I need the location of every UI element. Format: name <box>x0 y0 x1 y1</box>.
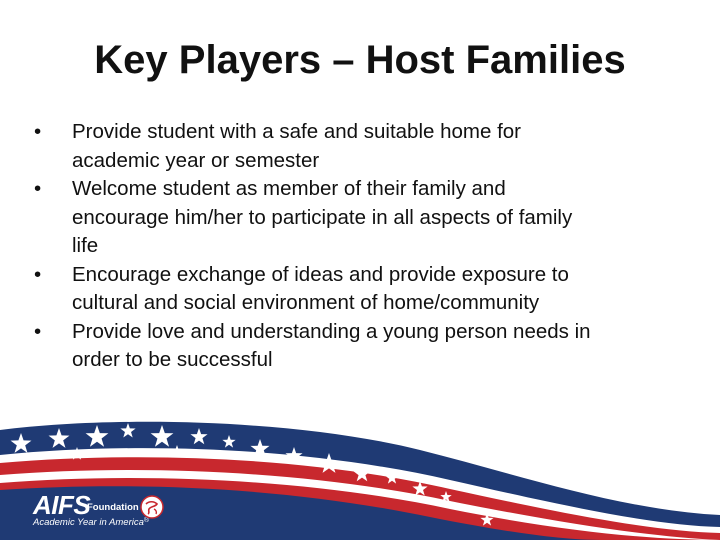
bullet-line: life <box>72 234 99 257</box>
bullet-item <box>30 318 690 375</box>
bullet-item <box>30 261 690 318</box>
logo-wordmark: AIFS <box>33 490 91 520</box>
bullet-marker: • <box>34 319 42 343</box>
bullet-item <box>30 118 690 175</box>
bullet-marker: • <box>34 120 42 143</box>
bullet-item <box>30 175 690 261</box>
globe-icon <box>140 495 164 519</box>
slide-title: Key Players – Host Families <box>94 38 626 82</box>
bullet-list <box>30 118 690 375</box>
logo-tagline: Academic Year in America® <box>33 517 150 528</box>
bullet-line: Welcome student as member of their family and <box>72 177 506 200</box>
bullet-line: Provide love and understanding a young person needs in <box>72 319 591 343</box>
bullet-line: encourage him/her to participate in all aspects of family <box>72 205 573 229</box>
logo-foundation: Foundation <box>87 502 139 513</box>
bullet-line: order to be successful <box>72 348 273 371</box>
bullet-marker: • <box>34 262 42 286</box>
bullet-line: Provide student with a safe and suitable home for <box>72 120 521 143</box>
bullet-line: cultural and social environment of home/community <box>72 291 540 314</box>
bullet-marker: • <box>34 177 42 200</box>
bullet-line: academic year or semester <box>72 148 320 172</box>
bullet-line: Encourage exchange of ideas and provide exposure to <box>72 262 569 286</box>
